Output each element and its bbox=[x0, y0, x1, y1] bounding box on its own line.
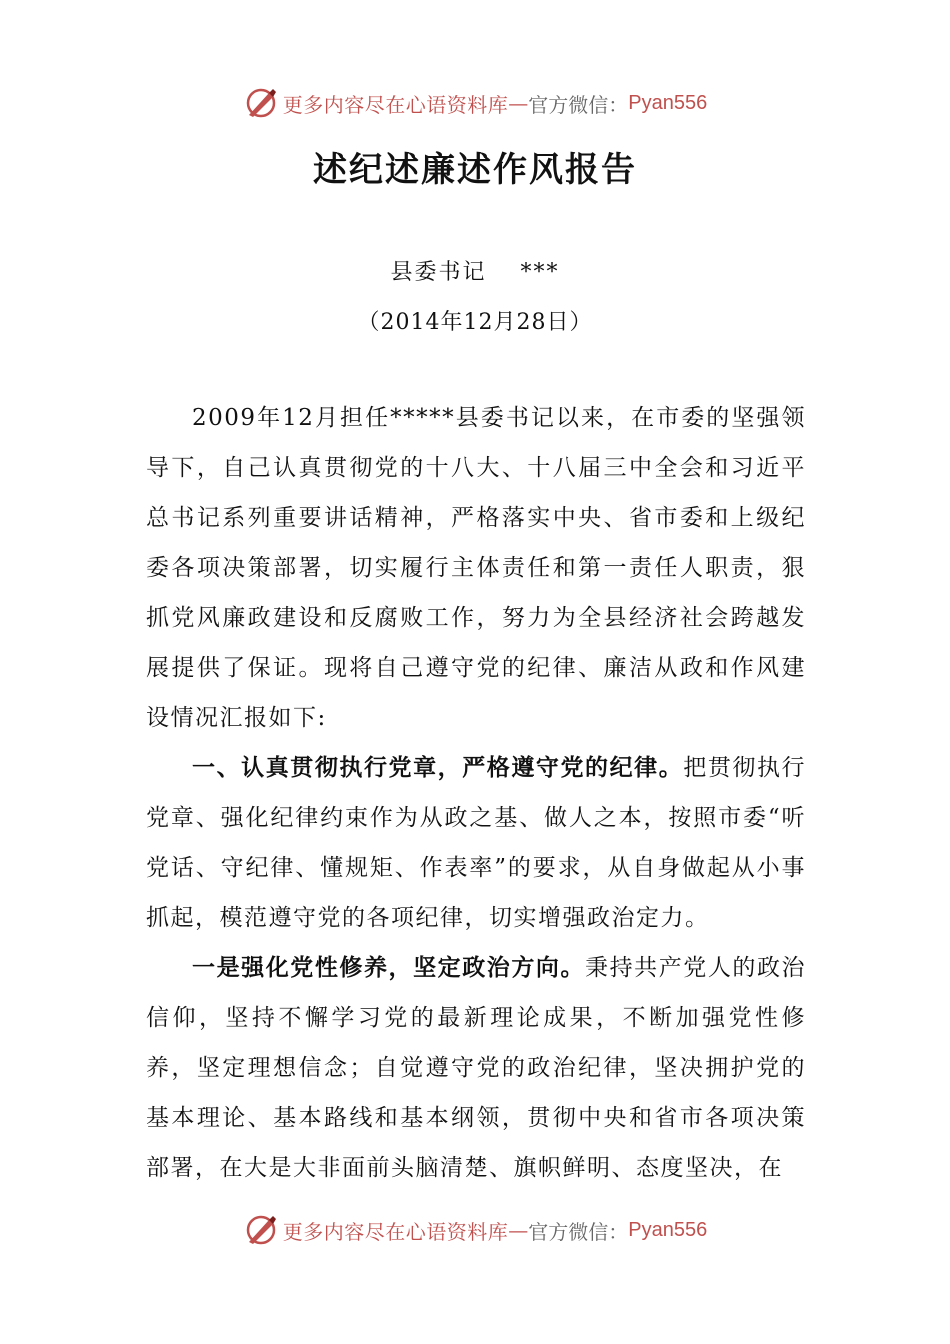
paragraph-heading: 一是强化党性修养，坚定政治方向。 bbox=[192, 954, 585, 981]
author-name: *** bbox=[520, 260, 560, 285]
banner-label: 官方微信： bbox=[528, 1219, 629, 1244]
document-date: （2014年12月28日） bbox=[357, 310, 593, 335]
paragraph bbox=[146, 393, 806, 743]
paragraph-heading: 一、认真贯彻执行党章，严格遵守党的纪律。 bbox=[192, 754, 684, 781]
banner-text: 更多内容尽在心语资料库 bbox=[282, 1219, 509, 1244]
banner-dash: — bbox=[508, 91, 529, 115]
header-watermark-banner bbox=[0, 83, 950, 123]
banner-id: Pyan556 bbox=[628, 1218, 708, 1241]
banner-dash: — bbox=[508, 1218, 529, 1242]
author-role: 县委书记 bbox=[390, 260, 487, 285]
banner-id: Pyan556 bbox=[628, 91, 708, 114]
document-title: 述纪述廉述作风报告 bbox=[313, 150, 637, 190]
paragraph bbox=[146, 743, 806, 943]
banner-label: 官方微信： bbox=[528, 92, 629, 117]
author-line bbox=[0, 255, 950, 286]
pen-logo-icon bbox=[243, 1212, 279, 1248]
paragraph bbox=[146, 943, 806, 1193]
document-body bbox=[146, 393, 806, 1193]
paragraph-text: 秉持共产党人的政治信仰，坚持不懈学习党的最新理论成果，不断加强党性修养，坚定理想信念；自觉遵守党的政治纪律，坚决拥护党的基本理论、基本路线和基本纲领，贯彻中央和省市各项决策部署，在大是大非面前头脑清楚、旗帜鲜明、态度坚决，在 bbox=[146, 955, 806, 1181]
paragraph-text: 2009年12月担任*****县委书记以来，在市委的坚强领导下，自己认真贯彻党的十八大、十八届三中全会和习近平总书记系列重要讲话精神，严格落实中央、省市委和上级纪委各项决策部署，切实履行主体责任和第一责任人职责，狠抓党风廉政建设和反腐败工作，努力为全县经济社会跨越发展提供了保证。现将自己遵守党的纪律、廉洁从政和作风建设情况汇报如下: bbox=[146, 405, 806, 731]
footer-watermark-banner bbox=[0, 1210, 950, 1250]
banner-text: 更多内容尽在心语资料库 bbox=[282, 92, 509, 117]
pen-logo-icon bbox=[243, 85, 279, 121]
paragraph-text: 把贯彻执行党章、强化纪律约束作为从政之基、做人之本，按照市委“听党话、守纪律、懂规矩、作表率”的要求，从自身做起从小事抓起，模范遵守党的各项纪律，切实增强政治定力。 bbox=[146, 755, 806, 931]
